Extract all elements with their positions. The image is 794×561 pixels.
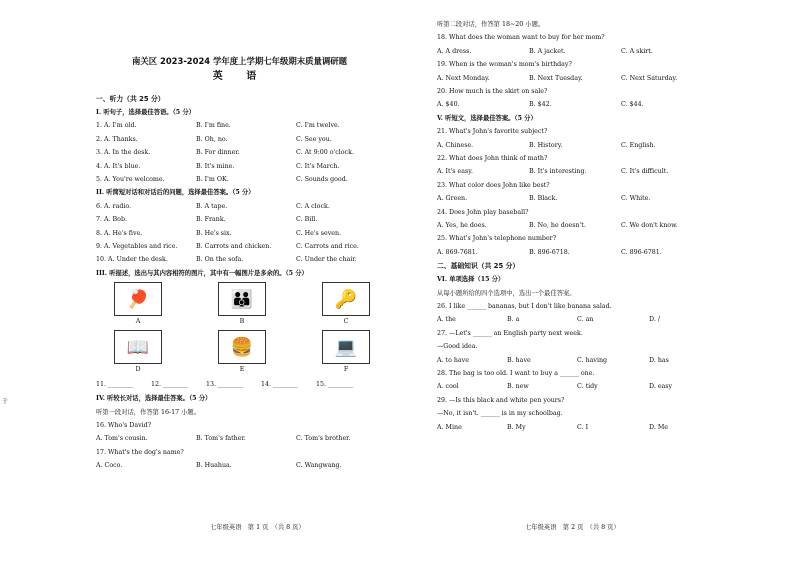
question-23-option: A. Green. bbox=[437, 195, 468, 203]
question-26-text: 26. I like ______ bananas, but I don't like banana salad. bbox=[437, 303, 612, 310]
part-ii-heading: II. 听简短对话和对话后的问题，选择最佳答案。（5 分） bbox=[96, 189, 255, 197]
answer-option: C. Under the chair. bbox=[296, 256, 357, 264]
question-20-options bbox=[437, 98, 780, 111]
question-29-text: 29. —Is this black and white pen yours? bbox=[437, 396, 565, 404]
part-vi-note: 从每小题所给的四个选项中，选出一个最佳答案。 bbox=[437, 289, 576, 297]
answer-option: B. On the sofa. bbox=[196, 256, 244, 264]
exam-title: 南关区 2023-2024 学年度上学期七年级期末质量调研题 bbox=[131, 56, 348, 66]
picture-f-icon: 💻 bbox=[322, 330, 370, 364]
question-26-option: B. a bbox=[507, 316, 520, 324]
question-row bbox=[96, 213, 383, 226]
page-2 bbox=[397, 0, 794, 561]
question-28-option: A. cool bbox=[437, 383, 459, 391]
question-29-options bbox=[437, 421, 780, 434]
picture-row-bottom bbox=[114, 330, 383, 376]
question-16-option: C. Tom's brother. bbox=[296, 435, 351, 443]
question-row bbox=[96, 119, 383, 132]
question-18-option: A. A dress. bbox=[437, 47, 472, 55]
part-vi-heading: VI. 单项选择（15 分） bbox=[437, 276, 505, 284]
question-23: 23. What color does John like best? bbox=[437, 181, 550, 189]
question-25-option: B. 896-6718. bbox=[529, 248, 570, 256]
question-row bbox=[96, 160, 383, 173]
question-27-option: B. have bbox=[507, 356, 531, 364]
answer-option: 10. A. Under the desk. bbox=[96, 256, 168, 264]
question-28-option: B. new bbox=[507, 383, 529, 391]
question-row bbox=[96, 227, 383, 240]
picture-label: D bbox=[135, 366, 141, 374]
question-22-options bbox=[437, 165, 780, 178]
question-24-option: B. No, he doesn't. bbox=[529, 222, 586, 229]
question-17-option: B. Huahua. bbox=[196, 462, 232, 470]
answer-option: C. He's seven. bbox=[296, 229, 342, 237]
answer-option: 8. A. He's five. bbox=[96, 229, 143, 237]
answer-option: 5. A. You're welcome. bbox=[96, 175, 165, 183]
picture-label: E bbox=[239, 366, 245, 374]
answer-blank: 15. ________ bbox=[316, 381, 354, 389]
page-1-footer: 七年级英语 第 1 页 （共 8 页） bbox=[210, 524, 305, 531]
part-iv-note: 听第一段对话，作答第 16-17 小题。 bbox=[96, 408, 201, 416]
question-16-option: B. Tom's father. bbox=[196, 435, 246, 443]
picture-option bbox=[114, 330, 162, 376]
answer-option: C. I'm twelve. bbox=[296, 122, 340, 130]
question-20-option: C. $44. bbox=[621, 101, 644, 109]
answer-option: B. I'm fine. bbox=[196, 122, 231, 130]
question-23-options bbox=[437, 192, 780, 205]
question-20: 20. How much is the skirt on sale? bbox=[437, 88, 548, 95]
question-22-option: B. It's interesting. bbox=[529, 168, 587, 176]
question-19-option: C. Next Saturday. bbox=[621, 74, 678, 82]
picture-option bbox=[322, 330, 370, 376]
question-18: 18. What does the woman want to buy for her mom? bbox=[437, 34, 605, 42]
question-row bbox=[96, 200, 383, 213]
question-25: 25. What's John's telephone number? bbox=[437, 235, 557, 243]
part-v-heading: V. 听短文，选择最佳答案。（5 分） bbox=[437, 114, 537, 122]
picture-option bbox=[114, 282, 162, 328]
page-2-footer: 七年级英语 第 2 页 （共 8 页） bbox=[525, 524, 620, 531]
question-21-option: A. Chinese. bbox=[437, 141, 474, 149]
answer-option: 4. A. It's blue. bbox=[96, 162, 141, 170]
question-21: 21. What's John's favorite subject? bbox=[437, 128, 548, 136]
picture-e-icon: 🍔 bbox=[218, 330, 266, 364]
question-27-option: A. to have bbox=[437, 356, 469, 364]
question-23-option: B. Black. bbox=[529, 195, 558, 203]
question-24-options bbox=[437, 219, 780, 232]
picture-c-icon: 🔑 bbox=[322, 282, 370, 316]
question-17-options bbox=[96, 459, 383, 472]
answer-option: 7. A. Bob. bbox=[96, 216, 128, 224]
picture-row-top bbox=[114, 282, 383, 328]
question-16-option: A. Tom's cousin. bbox=[96, 435, 148, 443]
answer-option: B. It's mine. bbox=[196, 162, 235, 170]
answer-option: C. Carrots and rice. bbox=[296, 242, 359, 250]
picture-option bbox=[218, 330, 266, 376]
question-25-options bbox=[437, 246, 780, 259]
question-27-option: D. has bbox=[649, 356, 669, 364]
answer-option: B. Frank. bbox=[196, 216, 226, 224]
question-29-option: B. My bbox=[507, 423, 526, 431]
question-21-option: B. History. bbox=[529, 141, 563, 149]
answer-option: B. A tape. bbox=[196, 202, 228, 210]
question-16: 16. Who's David? bbox=[96, 421, 152, 429]
question-20-option: B. $42. bbox=[529, 101, 552, 109]
question-29-option: D. Me bbox=[649, 423, 669, 431]
question-28-option: C. tidy bbox=[577, 383, 598, 391]
question-27-options bbox=[437, 354, 780, 367]
part-iii-heading: III. 听描述，选出与其内容相符的图片，其中有一幅图片是多余的。（5 分） bbox=[96, 269, 308, 277]
answer-option: C. Sounds good. bbox=[296, 175, 348, 183]
answer-option: C. Bill. bbox=[296, 216, 318, 224]
question-19-options bbox=[437, 72, 780, 85]
picture-a-icon: 🏓 bbox=[114, 282, 162, 316]
section-listening: 一、听力（共 25 分） bbox=[96, 95, 165, 103]
question-23-option: C. White. bbox=[621, 195, 651, 203]
answer-option: C. At 9:00 o'clock. bbox=[296, 149, 354, 157]
question-26-options bbox=[437, 313, 780, 326]
question-26-option: C. an bbox=[577, 316, 594, 324]
answer-option: B. Carrots and chicken. bbox=[196, 242, 272, 250]
part-iv-heading: IV. 听较长对话，选择最佳答案。（5 分） bbox=[96, 395, 212, 403]
answer-option: B. For dinner. bbox=[196, 149, 240, 157]
question-26-option: A. the bbox=[437, 316, 456, 324]
part-iv-note-2: 听第二段对话，作答第 18~20 小题。 bbox=[437, 21, 545, 28]
part-ii-questions bbox=[96, 200, 383, 267]
picture-label: C bbox=[343, 318, 349, 326]
question-28-text: 28. The bag is too old. I want to buy a ______ one. bbox=[437, 370, 595, 377]
question-29-text: —No, it isn't. ______ is in my schoolbag. bbox=[437, 410, 563, 418]
multiple-choice-questions bbox=[437, 300, 780, 434]
question-18-option: B. A jacket. bbox=[529, 47, 566, 55]
question-18-option: C. A skirt. bbox=[621, 47, 653, 55]
question-27-text: 27. —Let's ______ an English party next week. bbox=[437, 329, 583, 337]
question-18-options bbox=[437, 45, 780, 58]
question-27-option: C. having bbox=[577, 356, 608, 364]
question-row bbox=[96, 253, 383, 266]
question-row bbox=[96, 173, 383, 186]
question-26-option: D. / bbox=[649, 316, 660, 324]
answer-option: C. See you. bbox=[296, 135, 332, 143]
part-i-questions bbox=[96, 119, 383, 186]
question-27-text: —Good idea. bbox=[437, 343, 478, 351]
question-22-option: A. It's easy. bbox=[437, 168, 473, 176]
question-22: 22. What does John think of math? bbox=[437, 155, 548, 162]
question-19-option: B. Next Tuesday. bbox=[529, 74, 583, 82]
answer-blank: 11. ________ bbox=[96, 381, 134, 389]
question-25-option: C. 896-6781. bbox=[621, 248, 662, 256]
question-20-option: A. $40. bbox=[437, 101, 460, 109]
picture-option bbox=[322, 282, 370, 328]
question-28-options bbox=[437, 380, 780, 393]
question-22-option: C. It's difficult. bbox=[621, 168, 669, 176]
question-21-options bbox=[437, 139, 780, 152]
edge-mark: 于 bbox=[2, 398, 9, 405]
picture-label: A bbox=[135, 318, 141, 326]
question-17-option: C. Wangwang. bbox=[296, 462, 342, 470]
exam-subject: 英 语 bbox=[212, 71, 267, 82]
picture-label: F bbox=[343, 366, 349, 374]
section-basics: 二、基础知识（共 25 分） bbox=[437, 262, 520, 271]
picture-b-icon: 👪 bbox=[218, 282, 266, 316]
picture-d-icon: 📖 bbox=[114, 330, 162, 364]
question-row bbox=[96, 146, 383, 159]
answer-option: 3. A. In the desk. bbox=[96, 149, 151, 157]
question-row bbox=[96, 240, 383, 253]
answer-blank: 12. ________ bbox=[151, 381, 189, 389]
question-24-option: A. Yes, he does. bbox=[437, 222, 487, 229]
question-16-options bbox=[96, 432, 383, 445]
question-29-option: C. I bbox=[577, 423, 589, 431]
answer-option: 1. A. I'm old. bbox=[96, 122, 137, 130]
answer-blank: 14. ________ bbox=[261, 381, 299, 389]
question-row bbox=[96, 133, 383, 146]
question-19-option: A. Next Monday. bbox=[437, 74, 490, 82]
answer-option: C. It's March. bbox=[296, 162, 340, 170]
question-17: 17. What's the dog's name? bbox=[96, 448, 184, 456]
answer-option: 6. A. radio. bbox=[96, 202, 132, 210]
answer-option: 9. A. Vegetables and rice. bbox=[96, 242, 178, 250]
question-19: 19. When is the woman's mom's birthday? bbox=[437, 61, 572, 69]
answer-option: B. Oh, no. bbox=[196, 135, 228, 143]
answer-blanks bbox=[96, 378, 383, 392]
question-17-option: A. Coco. bbox=[96, 462, 123, 470]
answer-blank: 13. ________ bbox=[206, 381, 244, 389]
answer-option: B. I'm OK. bbox=[196, 175, 229, 183]
answer-option: B. He's six. bbox=[196, 229, 232, 237]
listening-questions-18-25 bbox=[437, 31, 780, 259]
question-28-option: D. easy bbox=[649, 383, 673, 391]
question-29-option: A. Mine bbox=[437, 423, 462, 431]
question-21-option: C. English. bbox=[621, 141, 656, 149]
question-24-option: C. We don't know. bbox=[621, 222, 678, 229]
picture-option bbox=[218, 282, 266, 328]
part-i-heading: I. 听句子，选择最佳答语。（5 分） bbox=[96, 109, 195, 116]
picture-label: B bbox=[239, 318, 245, 326]
question-24: 24. Does John play baseball? bbox=[437, 208, 529, 216]
answer-option: C. A clock. bbox=[296, 202, 330, 210]
question-25-option: A. 869-7681. bbox=[437, 248, 478, 256]
answer-option: 2. A. Thanks. bbox=[96, 135, 138, 143]
